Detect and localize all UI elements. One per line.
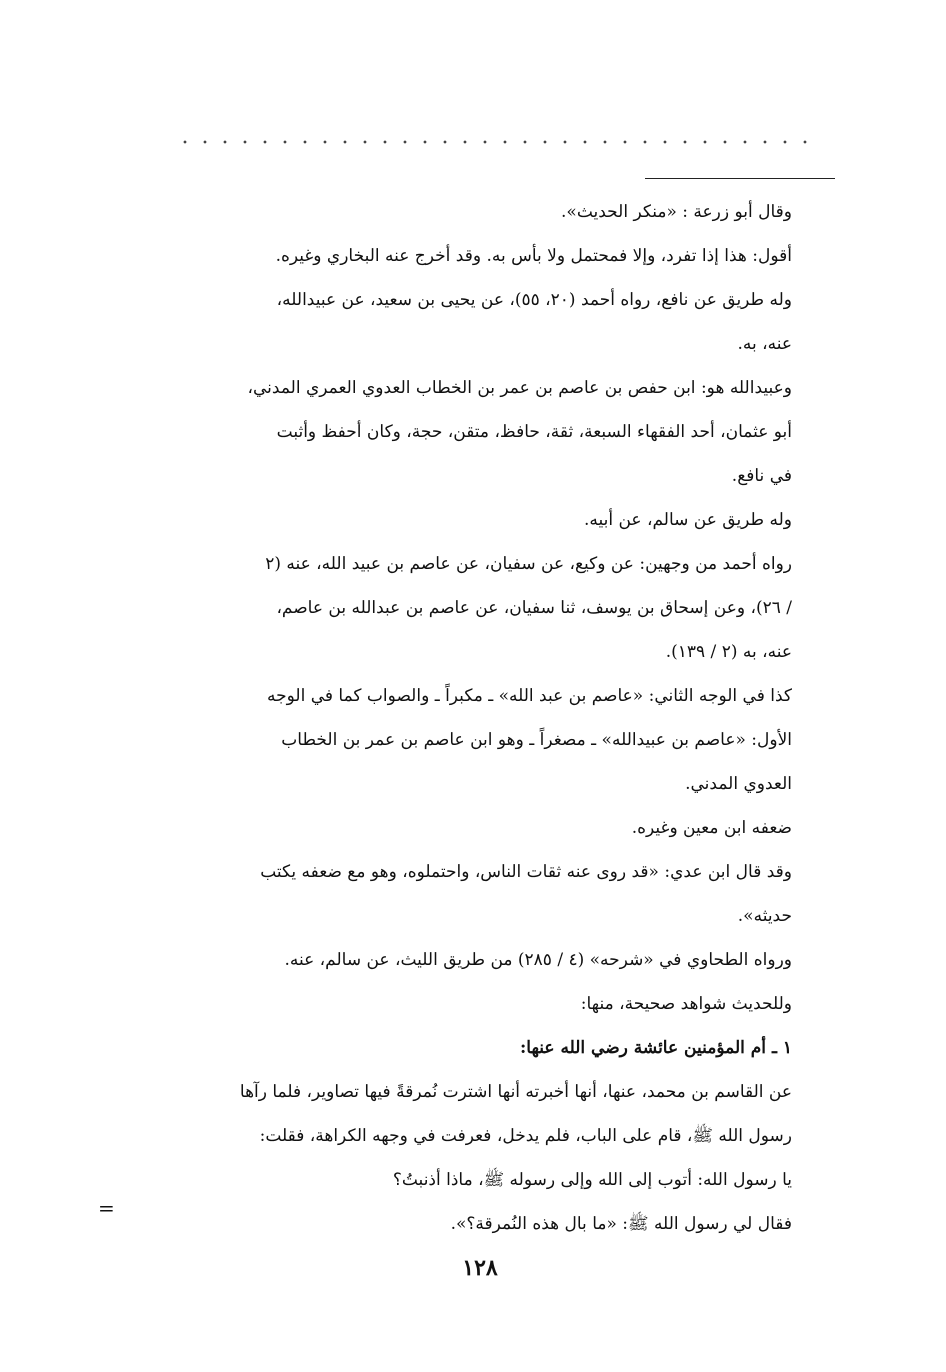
text-line: وله طريق عن نافع، رواه أحمد (٢٠، ٥٥)، عن يحيى بن سعيد، عن عبيدالله،	[276, 290, 792, 310]
page-number: ١٢٨	[462, 1255, 498, 1281]
text-line: وقال أبو زرعة : «منكر الحديث».	[561, 202, 792, 222]
text-line: ورواه الطحاوي في «شرحه» (٤ / ٢٨٥) من طريق الليث، عن سالم، عنه.	[284, 950, 792, 970]
text-line: أقول: هذا إذا تفرد، وإلا فمحتمل ولا بأس به. وقد أخرج عنه البخاري وغيره.	[275, 246, 792, 266]
text-line: وللحديث شواهد صحيحة، منها:	[580, 994, 792, 1014]
text-line: ضعفه ابن معين وغيره.	[631, 818, 792, 838]
text-line: العدوي المدني.	[685, 774, 792, 794]
footnote-rule	[645, 178, 835, 179]
text-line: الأول: «عاصم بن عبيدالله» ـ مصغراً ـ وهو ابن عاصم بن عمر بن الخطاب	[281, 730, 792, 750]
page-body	[132, 190, 792, 1246]
text-line: فقال لي رسول الله ﷺ: «ما بال هذه النُمرقة؟».	[450, 1214, 792, 1234]
text-line: عنه، به (٢ / ١٣٩).	[665, 642, 792, 662]
text-line: رواه أحمد من وجهين: عن وكيع، عن سفيان، عن عاصم بن عبيد الله، عنه (٢	[265, 554, 792, 574]
text-line: في نافع.	[731, 466, 792, 486]
text-line: وله طريق عن سالم، عن أبيه.	[583, 510, 792, 530]
margin-mark: =	[98, 1196, 115, 1220]
text-line: يا رسول الله: أتوب إلى الله وإلى رسوله ﷺ، ماذا أذنبتُ؟	[392, 1170, 792, 1190]
text-line: عن القاسم بن محمد، عنها، أنها أخبرته أنها اشترت نُمرقةً فيها تصاوير، فلما رآها	[239, 1082, 792, 1102]
section-heading: ١ ـ أم المؤمنين عائشة رضي الله عنها:	[520, 1038, 792, 1058]
text-line: أبو عثمان، أحد الفقهاء السبعة، ثقة، حافظ، متقن، حجة، وكان أحفظ وأثبت	[276, 422, 792, 442]
text-line: حديثه».	[737, 906, 792, 926]
text-line: وقد قال ابن عدي: «قد روى عنه ثقات الناس، واحتملوه، وهو مع ضعفه يكتب	[260, 862, 792, 882]
text-line: / ٢٦)، وعن إسحاق بن يوسف، ثنا سفيان، عن عاصم بن عبدالله بن عاصم،	[276, 598, 792, 618]
text-line: رسول الله ﷺ، قام على الباب، فلم يدخل، فعرفت في وجهه الكراهة، فقلت:	[259, 1126, 792, 1146]
text-line: كذا في الوجه الثاني: «عاصم بن عبد الله» ـ مكبراً ـ والصواب كما في الوجه	[267, 686, 792, 706]
dotted-separator	[175, 140, 815, 144]
text-line: عنه، به.	[737, 334, 792, 354]
text-line: وعبيدالله هو: ابن حفص بن عاصم بن عمر بن الخطاب العدوي العمري المدني،	[247, 378, 792, 398]
